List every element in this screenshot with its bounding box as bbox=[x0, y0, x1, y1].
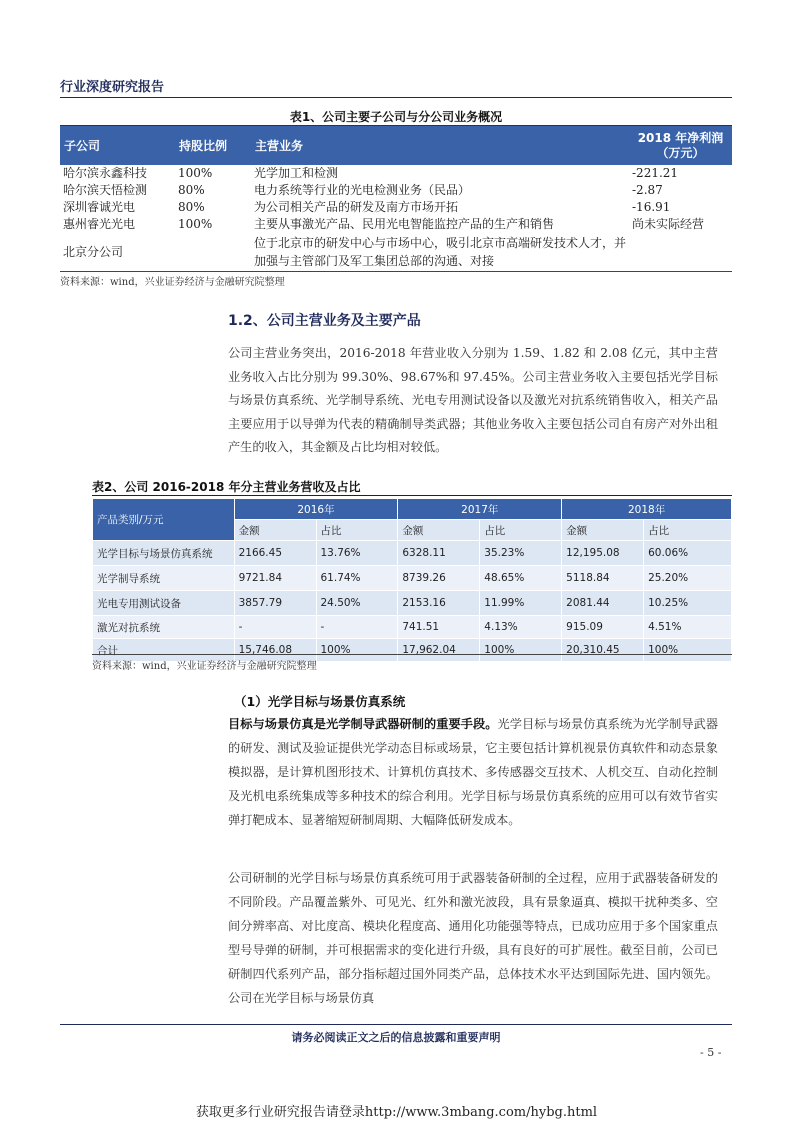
table2-header-year: 2018年 bbox=[562, 499, 732, 520]
cell-amount: 5118.84 bbox=[562, 566, 644, 591]
cell-amount: - bbox=[234, 616, 316, 639]
cell-business: 光学加工和检测 bbox=[254, 166, 339, 180]
section-title: 1.2、公司主营业务及主要产品 bbox=[228, 313, 421, 329]
cell-amount: 17,962.04 bbox=[398, 639, 480, 662]
cell-stake: 80% bbox=[178, 200, 205, 214]
subsection-paragraph-2: 公司研制的光学目标与场景仿真系统可用于武器装备研制的全过程，应用于武器装备研发的不同阶段。产品覆盖紫外、可见光、红外和激光波段，具有景象逼真、模拟干扰种类多、空间分辨率高、对比度高、模块化程度高、通用化功能强等特点，已成功应用于多个国家重点型号导弹的研制，并可根据需求的变化进行升级，具有良好的可扩展性。截至目前，公司已研制四代系列产品，部分指标超过国外同类产品，总体技术水平达到国际先进、国内领先。公司在光学目标与场景仿真 bbox=[228, 871, 718, 1005]
cell-share: 10.25% bbox=[644, 591, 732, 616]
cell-subsidiary: 哈尔滨天悟检测 bbox=[63, 183, 148, 197]
table2-subheader-share: 占比 bbox=[316, 520, 398, 541]
table2-subheader-amount: 金额 bbox=[234, 520, 316, 541]
table-row bbox=[60, 199, 732, 216]
cell-amount: 2166.45 bbox=[234, 541, 316, 566]
table1-source: 资料来源：wind，兴业证券经济与金融研究院整理 bbox=[60, 277, 285, 288]
disclaimer-notice: 请务必阅读正文之后的信息披露和重要声明 bbox=[291, 1031, 501, 1044]
cell-amount: 2081.44 bbox=[562, 591, 644, 616]
table-row bbox=[60, 165, 732, 182]
cell-share: 60.06% bbox=[644, 541, 732, 566]
cell-profit: -221.21 bbox=[632, 166, 679, 180]
cell-subsidiary: 哈尔滨永鑫科技 bbox=[63, 166, 148, 180]
table2-caption: 表2、公司 2016-2018 年分主营业务营收及占比 bbox=[92, 480, 361, 494]
promo-link-text[interactable]: 获取更多行业研究报告请登录http://www.3mbang.com/hybg.html bbox=[195, 1105, 598, 1120]
cell-share: 100% bbox=[644, 639, 732, 662]
table1-header-business: 主营业务 bbox=[251, 126, 629, 165]
section-paragraph: 公司主营业务突出，2016-2018 年营业收入分别为 1.59、1.82 和 2.08 亿元，其中主营业务收入占比分别为 99.30%、98.67%和 97.45%。公司主营业务收入主要包括光学目标与场景仿真系统、光学制导系统、光电专用测试设备以及激光对抗系统销售收入，相关产品主要应用于以导弹为代表的精确制导类武器；其他业务收入主要包括公司自有房产对外出租产生的收入，其金额及占比均相对较低。 bbox=[228, 346, 718, 454]
cell-subsidiary: 深圳睿诚光电 bbox=[63, 200, 136, 214]
cell-share: 48.65% bbox=[480, 566, 562, 591]
cell-subsidiary: 北京分公司 bbox=[60, 233, 175, 272]
cell-business: 主要从事激光产品、民用光电智能监控产品的生产和销售 bbox=[254, 217, 555, 231]
table1-caption: 表1、公司主要子公司与分公司业务概况 bbox=[289, 110, 503, 124]
table1-header-stake: 持股比例 bbox=[175, 126, 251, 165]
cell-profit bbox=[629, 233, 732, 272]
table2-subheader-share: 占比 bbox=[644, 520, 732, 541]
cell-share: 100% bbox=[316, 639, 398, 662]
table-row bbox=[60, 233, 732, 272]
table2-header-year: 2016年 bbox=[234, 499, 398, 520]
cell-business: 为公司相关产品的研发及南方市场开拓 bbox=[254, 200, 459, 214]
cell-stake: 100% bbox=[178, 217, 213, 231]
table2-subheader-amount: 金额 bbox=[398, 520, 480, 541]
table1-header-subsidiary: 子公司 bbox=[60, 126, 175, 165]
table-row bbox=[93, 566, 732, 591]
table2-subheader-amount: 金额 bbox=[562, 520, 644, 541]
row-label: 激光对抗系统 bbox=[93, 616, 235, 639]
cell-stake bbox=[175, 233, 251, 272]
cell-share: 61.74% bbox=[316, 566, 398, 591]
cell-share: 13.76% bbox=[316, 541, 398, 566]
cell-amount: 3857.79 bbox=[234, 591, 316, 616]
cell-share: 25.20% bbox=[644, 566, 732, 591]
cell-amount: 9721.84 bbox=[234, 566, 316, 591]
cell-amount: 741.51 bbox=[398, 616, 480, 639]
footer-divider bbox=[60, 1024, 732, 1025]
cell-share: 100% bbox=[480, 639, 562, 662]
subsidiaries-table bbox=[60, 126, 732, 272]
cell-amount: 15,746.08 bbox=[234, 639, 316, 662]
subsection-title: （1）光学目标与场景仿真系统 bbox=[234, 694, 406, 709]
table2-source: 资料来源：wind，兴业证券经济与金融研究院整理 bbox=[92, 661, 317, 672]
cell-business: 位于北京市的研发中心与市场中心，吸引北京市高端研发技术人才，并加强与主管部门及军工集团总部的沟通、对接 bbox=[251, 233, 629, 272]
row-label: 光电专用测试设备 bbox=[93, 591, 235, 616]
table1-header-profit: 2018 年净利润（万元） bbox=[629, 126, 732, 165]
cell-amount: 20,310.45 bbox=[562, 639, 644, 662]
cell-profit: 尚未实际经营 bbox=[632, 217, 705, 231]
cell-subsidiary: 惠州睿光光电 bbox=[63, 217, 136, 231]
cell-amount: 8739.26 bbox=[398, 566, 480, 591]
cell-share: 4.13% bbox=[480, 616, 562, 639]
cell-profit: -16.91 bbox=[632, 200, 671, 214]
cell-amount: 6328.11 bbox=[398, 541, 480, 566]
subsection-paragraph-1 bbox=[228, 712, 718, 832]
cell-share: 35.23% bbox=[480, 541, 562, 566]
row-label: 合计 bbox=[93, 639, 235, 662]
table2-header-year: 2017年 bbox=[398, 499, 562, 520]
header-divider bbox=[60, 97, 732, 98]
lead-sentence: 目标与场景仿真是光学制导武器研制的重要手段。 bbox=[228, 717, 498, 731]
cell-share: 24.50% bbox=[316, 591, 398, 616]
cell-stake: 80% bbox=[178, 183, 205, 197]
table-row bbox=[93, 591, 732, 616]
report-header-title: 行业深度研究报告 bbox=[60, 80, 165, 95]
table-row bbox=[60, 216, 732, 233]
paragraph-body: 光学目标与场景仿真系统为光学制导武器的研发、测试及验证提供光学动态目标或场景，它主要包括计算机视景仿真软件和动态景象模拟器，是计算机图形技术、计算机仿真技术、多传感器交互技术、人机交互、自动化控制及光机电系统集成等多种技术的综合利用。光学目标与场景仿真系统的应用可以有效节省实弹打靶成本、显著缩短研制周期、大幅降低研发成本。 bbox=[228, 717, 719, 827]
cell-stake: 100% bbox=[178, 166, 213, 180]
table2-header-category: 产品类别/万元 bbox=[93, 499, 235, 541]
cell-share: 4.51% bbox=[644, 616, 732, 639]
cell-amount: 915.09 bbox=[562, 616, 644, 639]
table2-bottom-rule bbox=[92, 654, 732, 655]
revenue-table bbox=[92, 498, 732, 662]
cell-amount: 2153.16 bbox=[398, 591, 480, 616]
cell-share: - bbox=[316, 616, 398, 639]
row-label: 光学制导系统 bbox=[93, 566, 235, 591]
row-label: 光学目标与场景仿真系统 bbox=[93, 541, 235, 566]
table-row bbox=[93, 616, 732, 639]
table-row bbox=[93, 541, 732, 566]
cell-share: 11.99% bbox=[480, 591, 562, 616]
cell-business: 电力系统等行业的光电检测业务（民品） bbox=[254, 183, 471, 197]
cell-profit: -2.87 bbox=[632, 183, 663, 197]
table2-subheader-share: 占比 bbox=[480, 520, 562, 541]
page-number: - 5 - bbox=[700, 1046, 722, 1059]
table-row bbox=[60, 182, 732, 199]
cell-amount: 12,195.08 bbox=[562, 541, 644, 566]
table2-top-rule bbox=[92, 495, 732, 496]
